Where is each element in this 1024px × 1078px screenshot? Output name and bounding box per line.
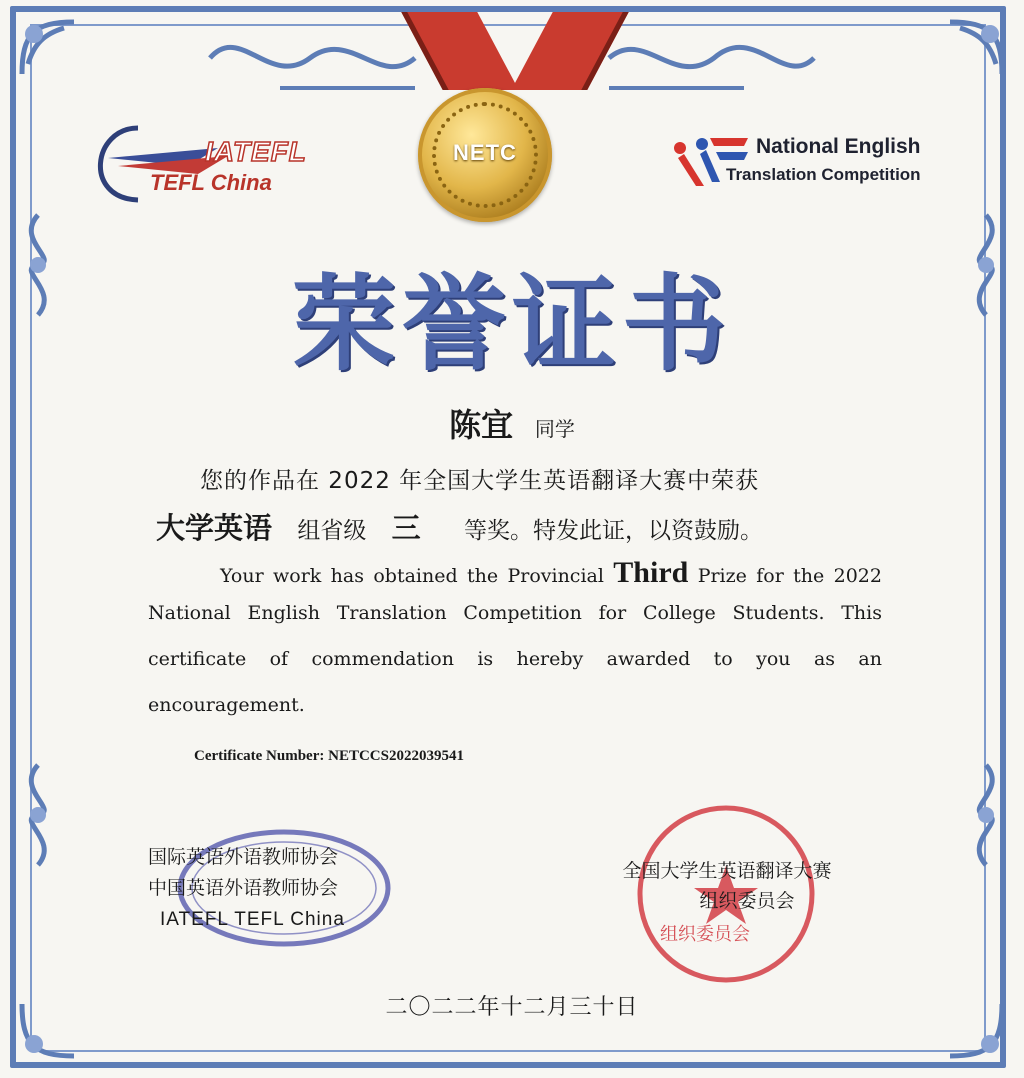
english-part-1: Your work has obtained the Provincial <box>220 565 604 587</box>
issuer-left <box>148 842 345 935</box>
issuer-right-line-1: 全国大学生英语翻译大赛 <box>622 860 832 882</box>
english-part-2: Prize for the 2022 <box>697 565 882 587</box>
netc-logo-subtitle: Translation Competition <box>726 165 921 184</box>
issuer-left-line-1: 国际英语外语教师协会 <box>148 846 339 868</box>
netc-logo-title: National English <box>756 135 921 158</box>
recipient-name: 陈宜 <box>449 406 514 444</box>
side-ornament-left-lower <box>10 760 66 870</box>
award-group: 大学英语 <box>156 511 273 545</box>
certificate-title: 荣誉证书 <box>291 263 732 385</box>
chinese-body-line-1: 您的作品在 2022 年全国大学生英语翻译大赛中荣获 <box>200 468 760 494</box>
medal-label: NETC <box>453 140 517 165</box>
certificate-number: Certificate Number: NETCCS2022039541 <box>194 748 464 764</box>
english-body-line-1 <box>220 556 882 590</box>
corner-ornament-top-right <box>940 14 1010 84</box>
english-prize: Third <box>613 556 689 589</box>
issuer-left-line-3: IATEFL TEFL China <box>160 909 345 930</box>
award-group-suffix: 组省级 <box>297 518 367 544</box>
issue-date: 二〇二二年十二月三十日 <box>385 995 639 1020</box>
english-body-line-4: encouragement. <box>148 694 305 716</box>
english-body-line-3: certificate of commendation is hereby awarded to you as an <box>148 648 882 670</box>
iatefl-logo-text: IATEFL <box>205 136 307 167</box>
award-prize: 三 <box>391 511 421 545</box>
issuer-left-line-2: 中国英语外语教师协会 <box>148 877 339 899</box>
top-ornament-left <box>200 18 420 98</box>
red-seal-bottom-text: 组织委员会 <box>660 924 750 945</box>
award-line-end: 等奖。特发此证，以资鼓励。 <box>463 518 763 544</box>
recipient-line <box>0 400 1024 446</box>
issuer-right-line-2: 组织委员会 <box>699 890 795 912</box>
tefl-china-logo-text: TEFL China <box>150 170 272 195</box>
side-ornament-right-lower <box>958 760 1014 870</box>
english-body-line-2: National English Translation Competition for College Students. This <box>148 602 882 624</box>
chinese-body-line-2 <box>156 506 763 547</box>
top-ornament-right <box>604 18 824 98</box>
issuer-right <box>574 856 880 916</box>
corner-ornament-top-left <box>14 14 84 84</box>
recipient-suffix: 同学 <box>534 417 575 441</box>
